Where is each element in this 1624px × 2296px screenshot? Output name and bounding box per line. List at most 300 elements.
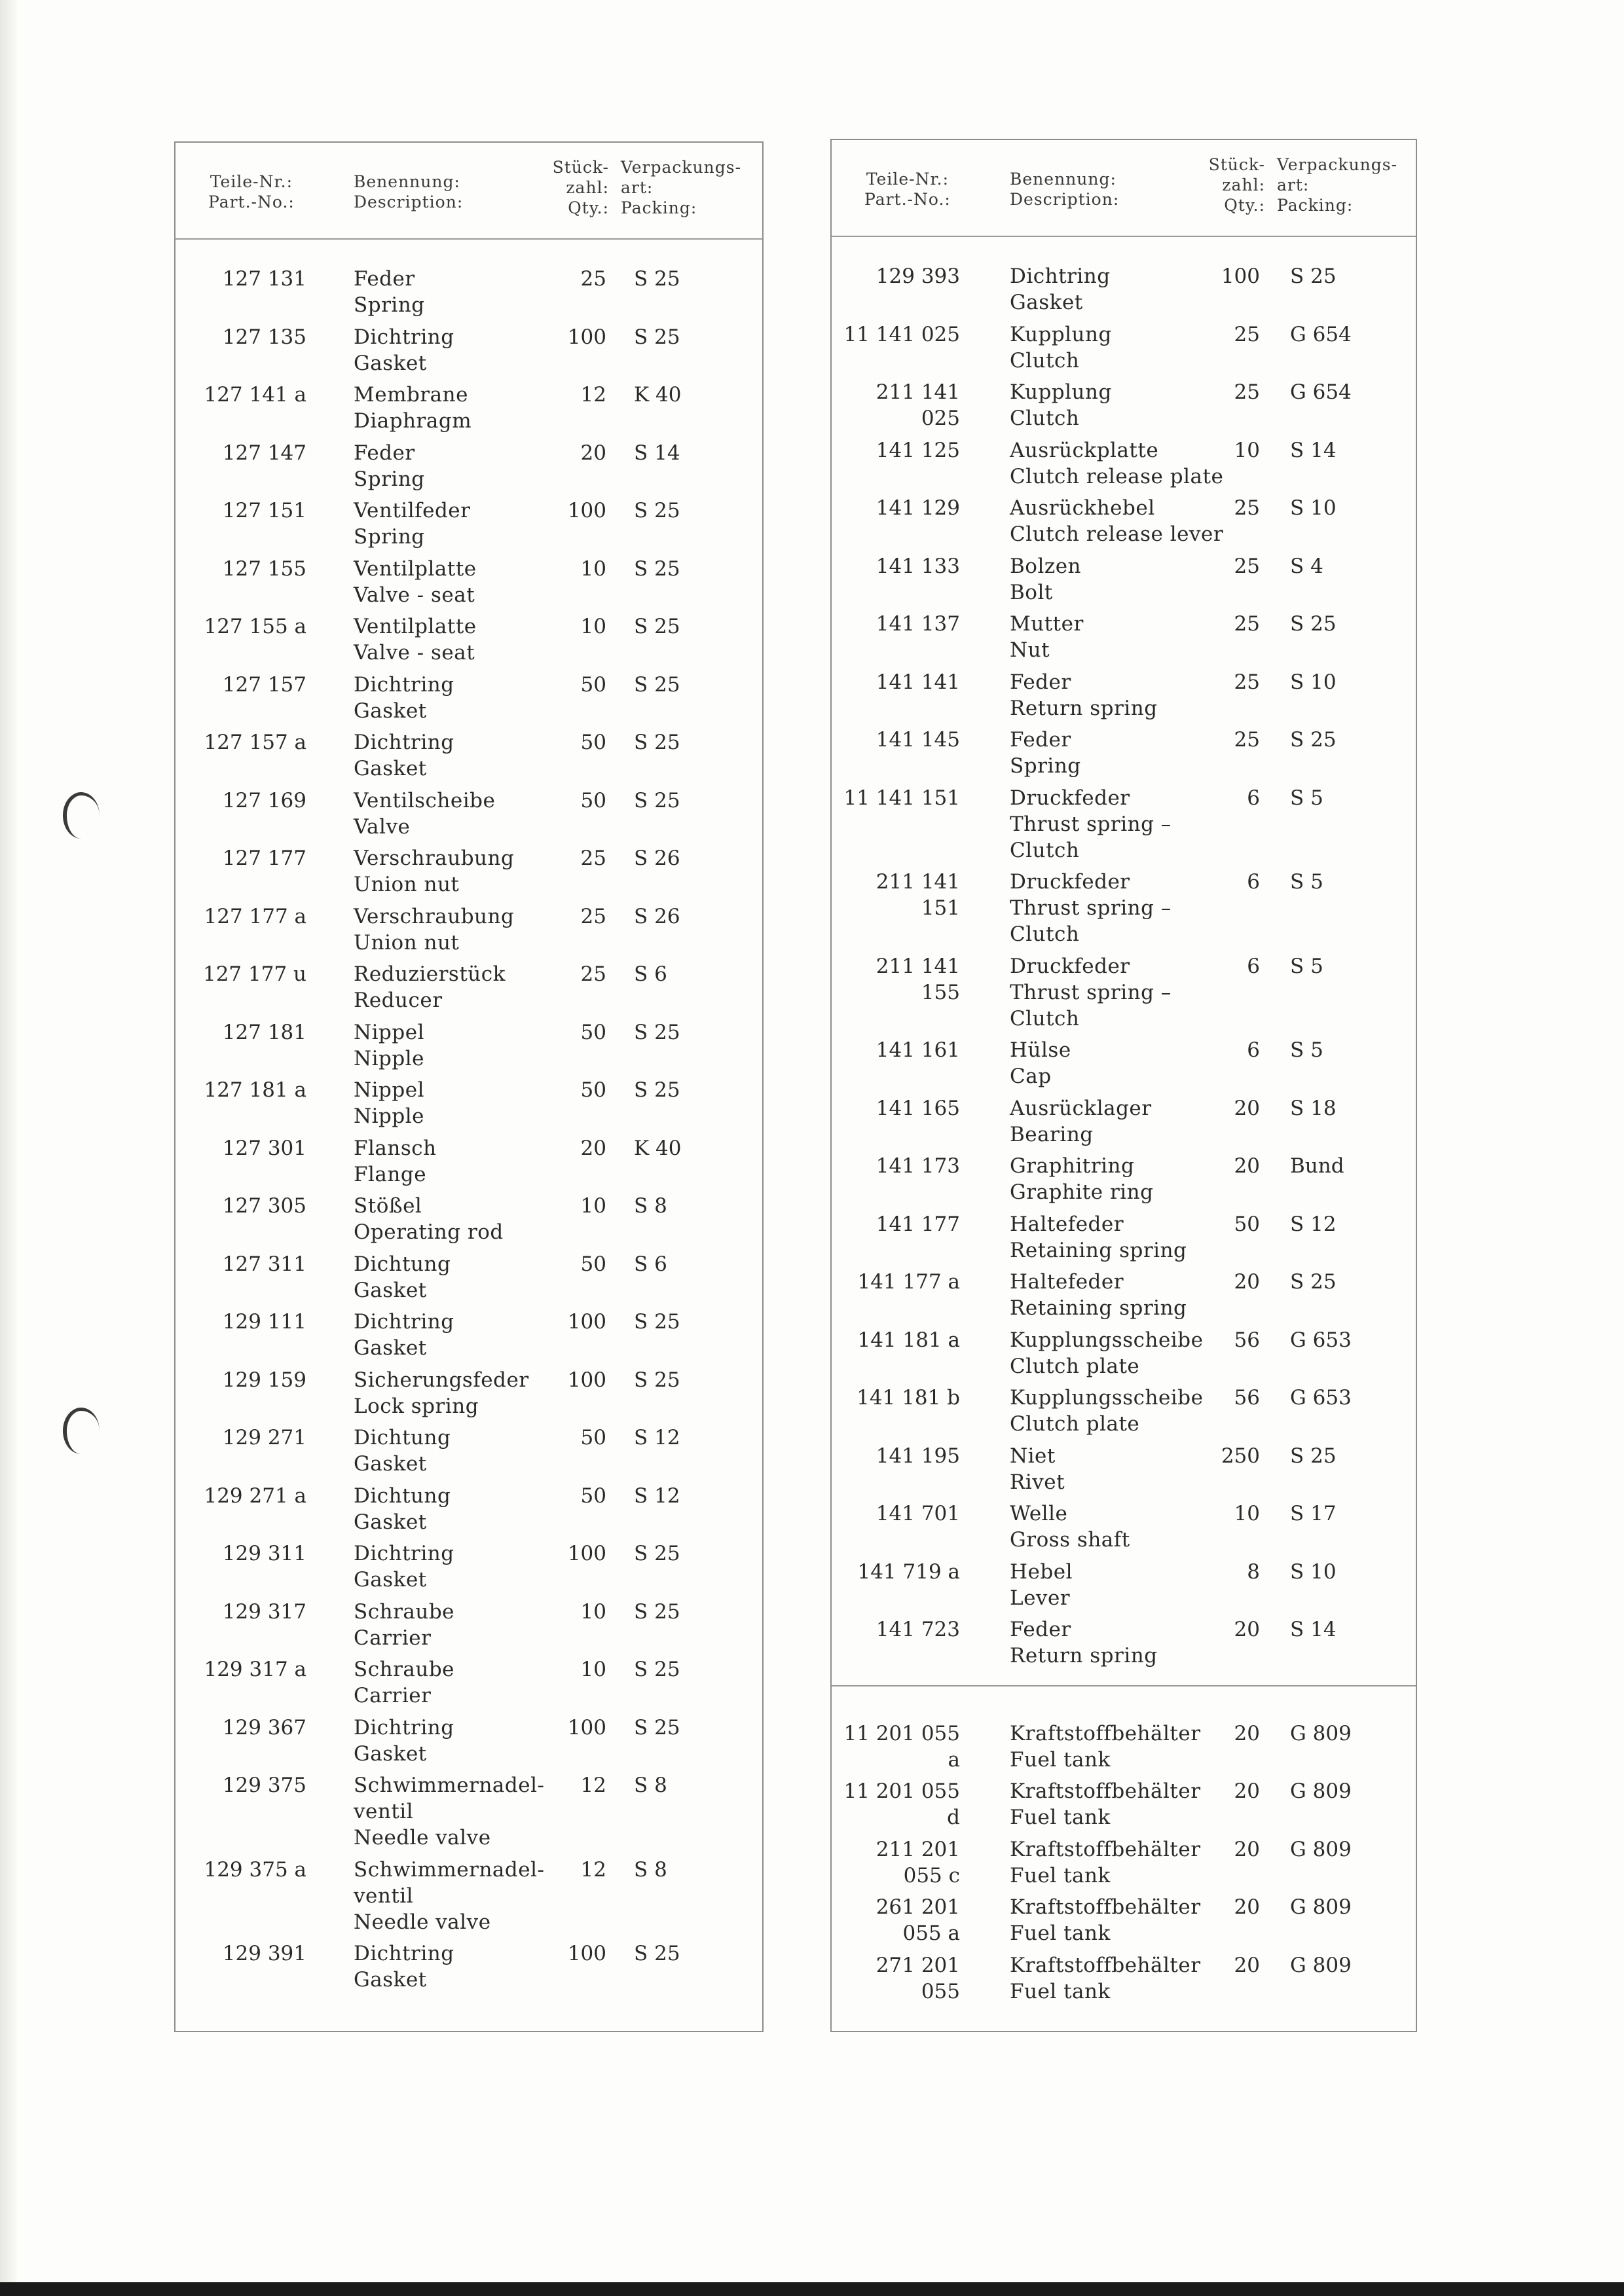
description-de: Dichtung [354,1484,451,1508]
quantity: 100 [567,1310,606,1334]
quantity: 20 [1234,1154,1260,1178]
part-number: 141 129 [876,496,960,520]
part-number: 11 201 055 a [843,1721,960,1772]
part-number: 211 201 055 c [876,1837,960,1887]
quantity: 50 [580,1078,606,1102]
description-en: Spring [354,293,425,317]
part-number: 127 181 [222,1020,306,1044]
quantity-header [1206,155,1265,215]
part-number: 141 133 [876,554,960,578]
packing-code: S 5 [1290,954,1323,978]
part-number: 211 141 155 [876,954,960,1004]
packing-code: S 25 [634,1542,680,1565]
description-de: Ventilscheibe [354,788,496,812]
description [1010,263,1111,316]
part-number: 127 141 a [204,383,306,407]
description [1010,321,1112,374]
description-en: Return spring [1010,1644,1158,1667]
quantity: 10 [1234,1502,1260,1525]
description [354,903,514,956]
description-de: Verschraubung [354,847,515,870]
part-number: 141 173 [876,1154,960,1178]
description-de: Kupplung [1010,322,1112,346]
quantity: 12 [580,1774,606,1797]
quantity: 56 [1234,1386,1260,1410]
packing-code: G 654 [1290,322,1352,346]
punch-hole-bottom [63,1408,100,1454]
description-en-cont: Clutch [1010,922,1080,946]
part-number-label-en: Part.-No.: [864,190,951,209]
part-number: 129 375 [222,1774,306,1797]
quantity: 100 [567,1715,606,1740]
packing-label-3: Packing: [1277,196,1354,215]
description-en: Valve - seat [354,583,475,607]
description-de: Kraftstoffbehälter [1010,1779,1201,1803]
description-de: Ventilplatte [354,556,477,581]
description [354,729,454,782]
description-en: Gasket [354,1568,427,1592]
description-de: Dichtung [354,1426,451,1449]
description-label-de: Benennung: [1010,170,1116,189]
part-number: 141 137 [876,612,960,636]
part-number: 261 201 055 a [876,1895,960,1945]
description [1010,495,1223,547]
packing-code: G 653 [1290,1386,1352,1410]
description-en: Gasket [354,351,427,375]
packing-code: S 25 [1290,264,1337,288]
description [354,1077,424,1129]
description [354,440,425,492]
description-label-en: Description: [1010,190,1120,209]
description [354,498,470,550]
quantity: 50 [580,672,606,697]
description [1010,1269,1187,1321]
quantity-label-2: zahl: [566,178,609,197]
packing-code: S 6 [634,962,667,986]
description-de: Graphitring [1010,1154,1135,1178]
packing-code: S 25 [1290,612,1337,636]
part-number: 127 157 [222,672,306,697]
packing-code: S 25 [634,267,680,291]
quantity: 6 [1247,870,1260,894]
description-en: Valve - seat [354,641,475,665]
part-number: 129 159 [222,1368,306,1392]
description [354,1193,504,1245]
quantity: 20 [1234,1953,1260,1977]
part-number: 129 271 a [204,1484,306,1508]
quantity: 10 [580,1599,606,1624]
packing-label-1: Verpackungs- [621,158,742,177]
packing-code: S 25 [634,615,680,638]
quantity: 20 [1234,1618,1260,1641]
description [1010,1894,1201,1946]
quantity-label-3: Qty.: [568,198,609,217]
part-number-header [208,172,295,212]
packing-code: S 12 [634,1484,680,1508]
description-en: Retaining spring [1010,1296,1187,1320]
description-en: Clutch [1010,348,1080,373]
description-en-cont: Clutch [1010,1006,1080,1030]
description-en: Clutch release lever [1010,522,1224,546]
part-number: 129 375 a [204,1857,306,1882]
description-de: Schraube [354,1658,455,1681]
description [354,324,454,376]
packing-code: S 25 [634,1942,680,1965]
description-en: Operating rod [354,1220,504,1244]
packing-code: S 8 [634,1857,667,1882]
part-number: 211 141 151 [876,870,960,920]
description [354,382,471,434]
description [1010,379,1112,431]
description-en: Needle valve [354,1826,491,1850]
description-de: Kupplung [1010,380,1112,404]
description-en: Reducer [354,989,443,1012]
description-en: Return spring [1010,696,1158,720]
quantity: 25 [580,904,606,928]
description-en: Clutch plate [1010,1412,1140,1436]
part-number: 127 157 a [204,731,306,754]
description [354,1715,454,1767]
description [1010,437,1223,490]
description [1010,1559,1073,1611]
part-number: 141 141 [876,670,960,694]
description-en: Clutch [1010,407,1080,430]
description-en: Flange [354,1162,427,1186]
packing-code: S 6 [634,1252,667,1276]
table-header-left [175,143,762,240]
description-de: Schwimmernadel- [354,1774,545,1797]
description-de: Niet [1010,1444,1056,1468]
part-number: 129 317 a [204,1658,306,1681]
quantity: 100 [567,325,606,349]
quantity: 25 [1234,728,1260,752]
part-number: 141 177 [876,1212,960,1236]
description [354,788,495,840]
description-de: Nippel [354,1020,424,1044]
description-de: Feder [354,441,415,465]
description-de: Dichtring [354,325,454,349]
description [1010,1836,1201,1889]
part-number: 127 151 [222,499,306,522]
quantity: 50 [580,731,606,754]
packing-label-1: Verpackungs- [1277,155,1398,174]
description-en: Gasket [354,1278,427,1302]
description-de: Reduzierstück [354,962,506,986]
paper-left-edge [0,0,17,2296]
packing-code: S 26 [634,847,680,870]
description-en: Bearing [1010,1122,1094,1146]
quantity: 25 [1234,554,1260,578]
quantity: 12 [580,383,606,407]
quantity: 6 [1247,1038,1260,1062]
description-de: Dichtring [354,672,454,697]
packing-code: S 14 [1290,438,1337,462]
part-number: 141 125 [876,438,960,462]
description [354,1656,454,1709]
packing-code: S 25 [634,1310,680,1334]
description-header [354,172,463,212]
description-de: Feder [1010,728,1071,752]
packing-header [1277,155,1397,215]
description-en: Lever [1010,1586,1071,1610]
description-de: Verschraubung [354,904,515,928]
packing-code: S 4 [1290,554,1323,578]
description-de: Druckfeder [1010,954,1130,978]
quantity: 250 [1221,1444,1260,1468]
description-en: Graphite ring [1010,1180,1154,1204]
description-de: Ausrückhebel [1010,496,1155,520]
packing-code: K 40 [634,1136,682,1160]
description-de: Hülse [1010,1038,1071,1062]
description [1010,1211,1187,1264]
part-number: 141 145 [876,728,960,752]
description-en: Fuel tank [1010,1979,1111,2003]
description [354,1483,451,1535]
table-header-right [832,140,1416,237]
description [1010,953,1172,1032]
description [354,556,477,608]
packing-code: S 5 [1290,870,1323,894]
description-de: Dichtring [354,1942,454,1965]
part-number: 127 131 [222,267,306,291]
quantity-label-3: Qty.: [1224,196,1265,215]
description [1010,553,1081,606]
description [1010,1153,1154,1205]
part-number: 141 177 a [857,1270,960,1294]
packing-code: S 8 [634,1774,667,1797]
quantity: 25 [1234,670,1260,694]
quantity: 50 [580,1484,606,1508]
description-en: Spring [354,467,425,491]
part-number: 127 181 a [204,1078,306,1102]
description-label-de: Benennung: [354,172,460,191]
packing-label-3: Packing: [621,198,697,217]
description [1010,1778,1201,1831]
part-number: 129 311 [222,1542,306,1565]
description [1010,1952,1201,2005]
quantity: 25 [580,267,606,291]
packing-code: S 25 [1290,728,1337,752]
description-de: Dichtring [354,1542,454,1565]
part-number: 141 181 b [857,1386,960,1410]
description-en: Gasket [1010,291,1083,314]
description-en: Bolt [1010,580,1053,604]
part-number: 129 391 [222,1942,306,1965]
part-number: 127 305 [222,1194,306,1218]
description-de-cont: ventil [354,1884,414,1908]
description-en-cont: Clutch [1010,838,1080,862]
part-number-header [864,169,951,210]
packing-code: S 25 [634,499,680,522]
description-en: Retaining spring [1010,1238,1187,1262]
description-en: Carrier [354,1626,432,1650]
description-de: Nippel [354,1078,424,1102]
part-number: 127 311 [222,1252,306,1276]
part-number-label-de: Teile-Nr.: [210,172,293,191]
packing-code: S 10 [1290,670,1337,694]
description-en: Gasket [354,757,427,780]
description-label-en: Description: [354,192,464,211]
parts-table-right [830,139,1417,2032]
description-en: Fuel tank [1010,1922,1111,1945]
quantity: 56 [1234,1328,1260,1352]
quantity: 8 [1247,1559,1260,1584]
description [354,1425,451,1477]
packing-code: G 809 [1290,1953,1352,1977]
packing-code: S 25 [634,731,680,754]
description-de: Kraftstoffbehälter [1010,1895,1201,1919]
packing-code: S 17 [1290,1502,1337,1525]
part-number: 127 169 [222,788,306,812]
packing-code: G 809 [1290,1837,1352,1861]
quantity: 10 [580,1194,606,1218]
packing-code: G 809 [1290,1721,1352,1745]
quantity: 25 [580,847,606,870]
quantity: 25 [1234,612,1260,636]
part-number: 141 165 [876,1096,960,1120]
description [354,1309,454,1361]
description-en: Diaphragm [354,409,472,433]
description-en: Fuel tank [1010,1863,1111,1887]
packing-code: S 25 [1290,1444,1337,1468]
description-de: Dichtung [354,1252,451,1276]
description-en: Clutch plate [1010,1354,1140,1378]
description-de: Druckfeder [1010,786,1130,810]
quantity: 20 [1234,1721,1260,1745]
description-de: Haltefeder [1010,1270,1124,1294]
part-number: 127 301 [222,1136,306,1160]
part-number-label-de: Teile-Nr.: [866,170,950,189]
quantity: 50 [1234,1212,1260,1236]
quantity: 100 [567,499,606,522]
packing-code: S 10 [1290,1559,1337,1584]
description-en: Nut [1010,638,1050,662]
packing-code: G 653 [1290,1328,1352,1352]
description-de: Ausrücklager [1010,1096,1152,1120]
description [1010,869,1172,947]
packing-code: S 14 [634,441,680,465]
description [354,961,506,1013]
description-de: Ventilplatte [354,615,477,638]
quantity: 100 [567,1542,606,1565]
paper-bottom-edge [0,2282,1624,2296]
quantity: 100 [567,1942,606,1965]
description-en: Rivet [1010,1470,1065,1494]
packing-code: S 10 [1290,496,1337,520]
description [1010,1616,1158,1669]
quantity: 20 [1234,1837,1260,1861]
packing-code: S 25 [634,1715,680,1740]
description-en: Spring [1010,754,1081,778]
description [1010,785,1172,864]
description [1010,1721,1201,1773]
packing-code: S 25 [634,1599,680,1624]
quantity-label-1: Stück- [1208,155,1265,174]
quantity: 25 [1234,380,1260,404]
part-number: 141 723 [876,1618,960,1641]
description [1010,1095,1152,1148]
description-de: Kupplungsscheibe [1010,1328,1204,1352]
description-de: Bolzen [1010,554,1082,578]
part-number: 127 155 [222,556,306,581]
quantity: 20 [1234,1270,1260,1294]
part-number: 11 141 025 [843,322,960,346]
quantity: 50 [580,1252,606,1276]
description [1010,1327,1203,1379]
packing-code: G 654 [1290,380,1352,404]
quantity: 20 [1234,1779,1260,1803]
description-en: Gasket [354,1741,427,1766]
packing-code: G 809 [1290,1895,1352,1919]
description [354,1251,451,1303]
description [354,1857,545,1935]
part-number: 129 367 [222,1715,306,1740]
description-en: Thrust spring – [1010,980,1172,1004]
description-de: Sicherungsfeder [354,1368,529,1392]
description-en: Gasket [354,1452,427,1476]
packing-code: S 25 [634,672,680,697]
quantity: 12 [580,1857,606,1882]
description-de: Membrane [354,383,468,407]
packing-code: S 26 [634,904,680,928]
description-de: Dichtring [354,731,454,754]
description [354,1367,529,1419]
description-de: Ausrückplatte [1010,438,1159,462]
part-number: 129 111 [222,1310,306,1334]
description [354,1540,454,1593]
description [354,1599,454,1651]
part-number: 127 177 a [204,904,306,928]
description-de: Hebel [1010,1559,1073,1584]
description-header [1010,169,1119,210]
part-number: 141 161 [876,1038,960,1062]
part-number: 271 201 055 [876,1953,960,2003]
quantity: 10 [1234,438,1260,462]
description [1010,669,1158,721]
quantity: 10 [580,1658,606,1681]
description-de: Welle [1010,1502,1068,1525]
description-en: Gross shaft [1010,1528,1130,1552]
description-en: Fuel tank [1010,1747,1111,1772]
description [1010,1443,1065,1495]
quantity: 10 [580,556,606,581]
part-number: 127 135 [222,325,306,349]
packing-code: Bund [1290,1154,1344,1178]
description [354,845,514,898]
description-de: Schwimmernadel- [354,1857,545,1882]
part-number: 141 719 a [857,1559,960,1584]
packing-code: S 14 [1290,1618,1337,1641]
description [1010,1501,1130,1553]
part-number: 129 393 [876,264,960,288]
quantity: 6 [1247,786,1260,810]
description-en: Gasket [354,1510,427,1534]
description [354,1135,437,1188]
quantity: 10 [580,615,606,638]
description-de: Dichtring [1010,264,1111,288]
description-en: Carrier [354,1684,432,1707]
part-number: 211 141 025 [876,380,960,430]
description-en: Thrust spring – [1010,896,1172,920]
part-number: 129 317 [222,1599,306,1624]
description-en: Union nut [354,930,460,955]
punch-hole-top [63,792,100,839]
packing-code: G 809 [1290,1779,1352,1803]
quantity: 20 [1234,1895,1260,1919]
description-de: Feder [1010,1618,1071,1641]
description [1010,611,1084,663]
part-number: 141 181 a [857,1328,960,1352]
